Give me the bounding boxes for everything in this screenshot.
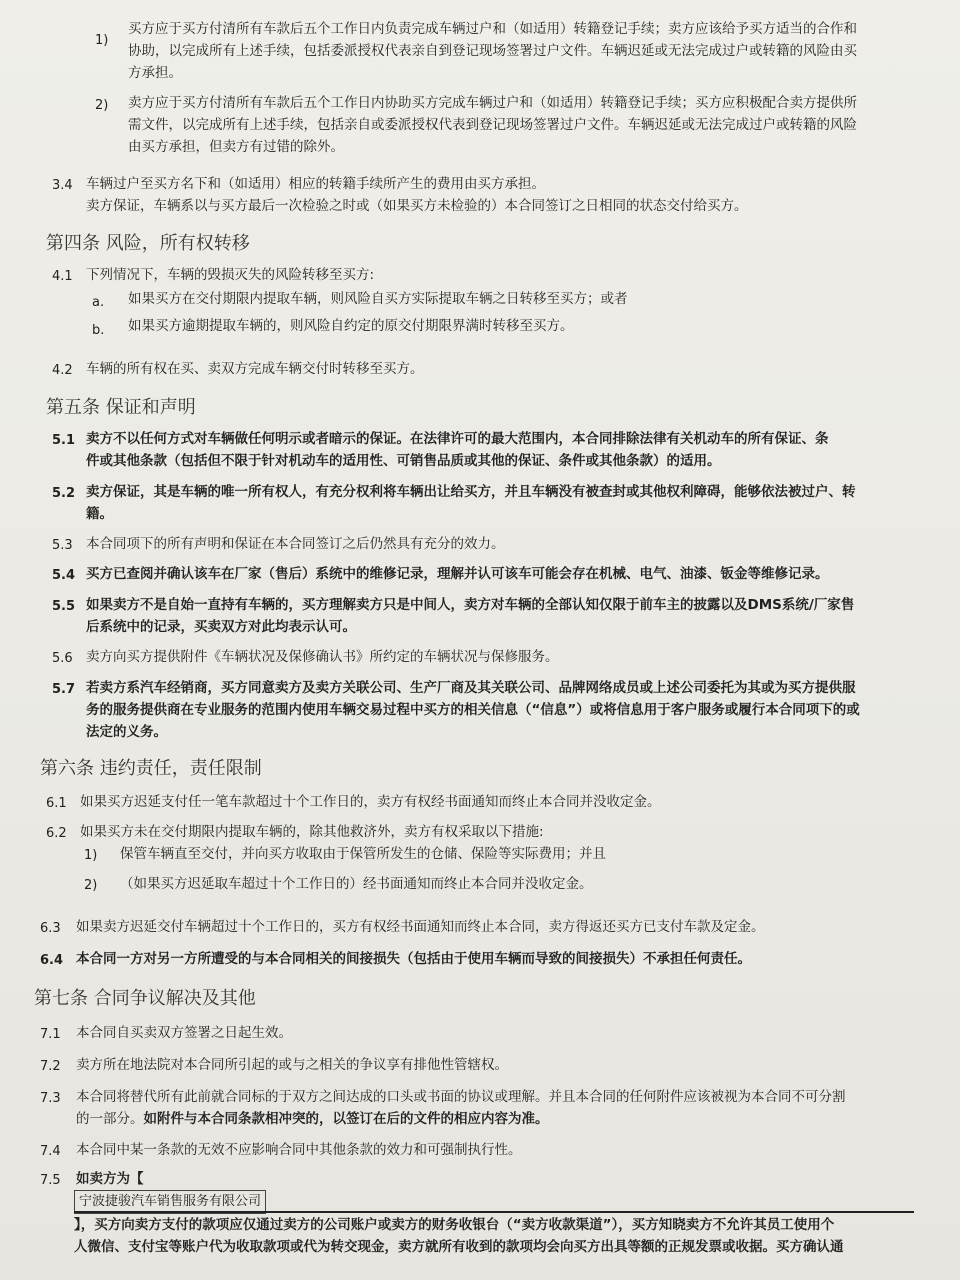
seller-company-name: 宁波捷骏汽车销售服务有限公司 xyxy=(74,1190,266,1214)
clause-6-2-1-number: 1) xyxy=(84,848,98,863)
clause-5-7-line: 务的服务提供商在专业服务的范围内使用车辆交易过程中买方的相关信息（“信息”）或将信息用于客户服务或履行本合同项下的或 xyxy=(86,702,860,718)
clause-4-1-number: 4.1 xyxy=(52,269,73,284)
clause-7-3-line: 本合同将替代所有此前就合同标的于双方之间达成的口头或书面的协议或理解。并且本合同的任何附件应该被视为本合同不可分割 xyxy=(76,1089,846,1105)
item-3-3-1-number: 1) xyxy=(95,33,109,48)
clause-4-1-b-text: 如果买方逾期提取车辆的，则风险自约定的原交付期限界满时转移至买方。 xyxy=(128,318,574,334)
clause-3-4-line: 卖方保证，车辆系以与买方最后一次检验之时或（如果买方未检验的）本合同签订之日相同的状态交付给买方。 xyxy=(86,198,748,214)
clause-5-5-line: 如果卖方不是自始一直持有车辆的，买方理解卖方只是中间人，卖方对车辆的全部认知仅限于前车主的披露以及DMS系统/厂家售 xyxy=(86,597,855,613)
item-3-3-2-line: 卖方应于买方付清所有车款后五个工作日内协助买方完成车辆过户和（如适用）转籍登记手续；买方应积极配合卖方提供所 xyxy=(128,95,857,111)
item-3-3-2-line: 由买方承担，但卖方有过错的除外。 xyxy=(128,139,344,155)
clause-7-2-text: 卖方所在地法院对本合同所引起的或与之相关的争议享有排他性管辖权。 xyxy=(76,1057,508,1073)
clause-7-4-number: 7.4 xyxy=(40,1144,61,1159)
clause-4-2-number: 4.2 xyxy=(52,363,73,378)
clause-4-1-a-marker: a. xyxy=(92,295,105,310)
clause-5-6-text: 卖方向买方提供附件《车辆状况及保修确认书》所约定的车辆状况与保修服务。 xyxy=(86,649,559,665)
clause-7-5-number: 7.5 xyxy=(40,1173,61,1188)
clause-5-7-number: 5.7 xyxy=(52,682,76,697)
clause-5-1-line: 件或其他条款（包括但不限于针对机动车的适用性、可销售品质或其他的保证、条件或其他条款）的适用。 xyxy=(86,453,721,469)
clause-7-2-number: 7.2 xyxy=(40,1059,61,1074)
clause-5-3-number: 5.3 xyxy=(52,538,73,553)
clause-7-3-number: 7.3 xyxy=(40,1091,61,1106)
clause-5-1-number: 5.1 xyxy=(52,433,76,448)
clause-5-5-number: 5.5 xyxy=(52,599,76,614)
clause-3-4-number: 3.4 xyxy=(52,178,73,193)
clause-5-4-text: 买方已查阅并确认该车在厂家（售后）系统中的维修记录，理解并认可该车可能会存在机械、电气、油漆、钣金等维修记录。 xyxy=(86,566,829,582)
clause-5-1-line: 卖方不以任何方式对车辆做任何明示或者暗示的保证。在法律许可的最大范围内，本合同排除法律有关机动车的所有保证、条 xyxy=(86,431,829,447)
item-3-3-1-line: 买方应于买方付清所有车款后五个工作日内负责完成车辆过户和（如适用）转籍登记手续；卖方应该给予买方适当的合作和 xyxy=(128,21,857,37)
article-6-heading: 第六条 违约责任，责任限制 xyxy=(40,758,262,779)
clause-3-4-line: 车辆过户至买方名下和（如适用）相应的转籍手续所产生的费用由买方承担。 xyxy=(86,176,545,192)
clause-4-1-a-text: 如果买方在交付期限内提取车辆，则风险自买方实际提取车辆之日转移至买方；或者 xyxy=(128,291,628,307)
clause-4-1-text: 下列情况下，车辆的毁损灭失的风险转移至买方: xyxy=(86,267,375,283)
clause-6-1-text: 如果买方迟延支付任一笔车款超过十个工作日的，卖方有权经书面通知而终止本合同并没收定金。 xyxy=(80,794,661,810)
clause-6-3-number: 6.3 xyxy=(40,921,61,936)
clause-5-2-number: 5.2 xyxy=(52,486,76,501)
clause-5-7-line: 法定的义务。 xyxy=(86,724,167,740)
clause-7-5-prefix: 如卖方为【 xyxy=(76,1171,144,1187)
clause-5-7-line: 若卖方系汽车经销商，买方同意卖方及卖方关联公司、生产厂商及其关联公司、品牌网络成员或上述公司委托为其或为买方提供服 xyxy=(86,680,856,696)
item-3-3-2-number: 2) xyxy=(95,98,109,113)
clause-4-2-text: 车辆的所有权在买、卖双方完成车辆交付时转移至买方。 xyxy=(86,361,424,377)
clause-6-2-2-text: （如果买方迟延取车超过十个工作日的）经书面通知而终止本合同并没收定金。 xyxy=(120,876,593,892)
clause-7-5-line: 人微信、支付宝等账户代为收取款项或代为转交现金，卖方就所有收到的款项均会向买方出具等额的正规发票或收据。买方确认通 xyxy=(74,1239,844,1255)
clause-4-1-b-marker: b. xyxy=(92,323,105,338)
clause-5-4-number: 5.4 xyxy=(52,568,76,583)
clause-5-6-number: 5.6 xyxy=(52,651,73,666)
clause-7-5-line: 】，买方向卖方支付的款项应仅通过卖方的公司账户或卖方的财务收银台（“卖方收款渠道”），买方知晓卖方不允许其员工使用个 xyxy=(74,1217,835,1233)
clause-6-4-number: 6.4 xyxy=(40,953,64,968)
clause-6-3-text: 如果卖方迟延交付车辆超过十个工作日的，买方有权经书面通知而终止本合同，卖方得返还买方已支付车款及定金。 xyxy=(76,919,765,935)
clause-6-2-1-text: 保管车辆直至交付，并向买方收取由于保管所发生的仓储、保险等实际费用；并且 xyxy=(120,846,606,862)
clause-5-3-text: 本合同项下的所有声明和保证在本合同签订之后仍然具有充分的效力。 xyxy=(86,536,505,552)
clause-6-4-text: 本合同一方对另一方所遭受的与本合同相关的间接损失（包括由于使用车辆而导致的间接损失）不承担任何责任。 xyxy=(76,951,751,967)
article-7-heading: 第七条 合同争议解决及其他 xyxy=(34,988,256,1009)
article-4-heading: 第四条 风险，所有权转移 xyxy=(46,233,250,254)
clause-7-3-line xyxy=(76,1108,549,1130)
clause-6-2-number: 6.2 xyxy=(46,826,67,841)
seller-name-underline xyxy=(74,1211,914,1213)
clause-7-3-bold: 如附件与本合同条款相冲突的，以签订在后的文件的相应内容为准。 xyxy=(143,1111,549,1127)
clause-7-4-text: 本合同中某一条款的无效不应影响合同中其他条款的效力和可强制执行性。 xyxy=(76,1142,522,1158)
clause-5-2-line: 籍。 xyxy=(86,506,113,522)
clause-6-2-text: 如果买方未在交付期限内提取车辆的，除其他救济外，卖方有权采取以下措施: xyxy=(80,824,544,840)
clause-6-2-2-number: 2) xyxy=(84,878,98,893)
clause-5-2-line: 卖方保证，其是车辆的唯一所有权人，有充分权利将车辆出让给买方，并且车辆没有被查封或其他权利障碍，能够依法被过户、转 xyxy=(86,484,856,500)
item-3-3-2-line: 需文件，以完成所有上述手续，包括亲自或委派授权代表到登记现场签署过户文件。车辆迟延或无法完成过户或转籍的风险 xyxy=(128,117,857,133)
clause-6-1-number: 6.1 xyxy=(46,796,67,811)
clause-7-1-text: 本合同自买卖双方签署之日起生效。 xyxy=(76,1025,292,1041)
clause-7-3-plain: 的一部分。 xyxy=(76,1111,144,1127)
article-5-heading: 第五条 保证和声明 xyxy=(46,397,196,418)
item-3-3-1-line: 协助，以完成所有上述手续，包括委派授权代表亲自到登记现场签署过户文件。车辆迟延或无法完成过户或转籍的风险由买 xyxy=(128,43,857,59)
clause-5-5-line: 后系统中的记录，买卖双方对此均表示认可。 xyxy=(86,619,356,635)
item-3-3-1-line: 方承担。 xyxy=(128,65,182,81)
clause-7-1-number: 7.1 xyxy=(40,1027,61,1042)
